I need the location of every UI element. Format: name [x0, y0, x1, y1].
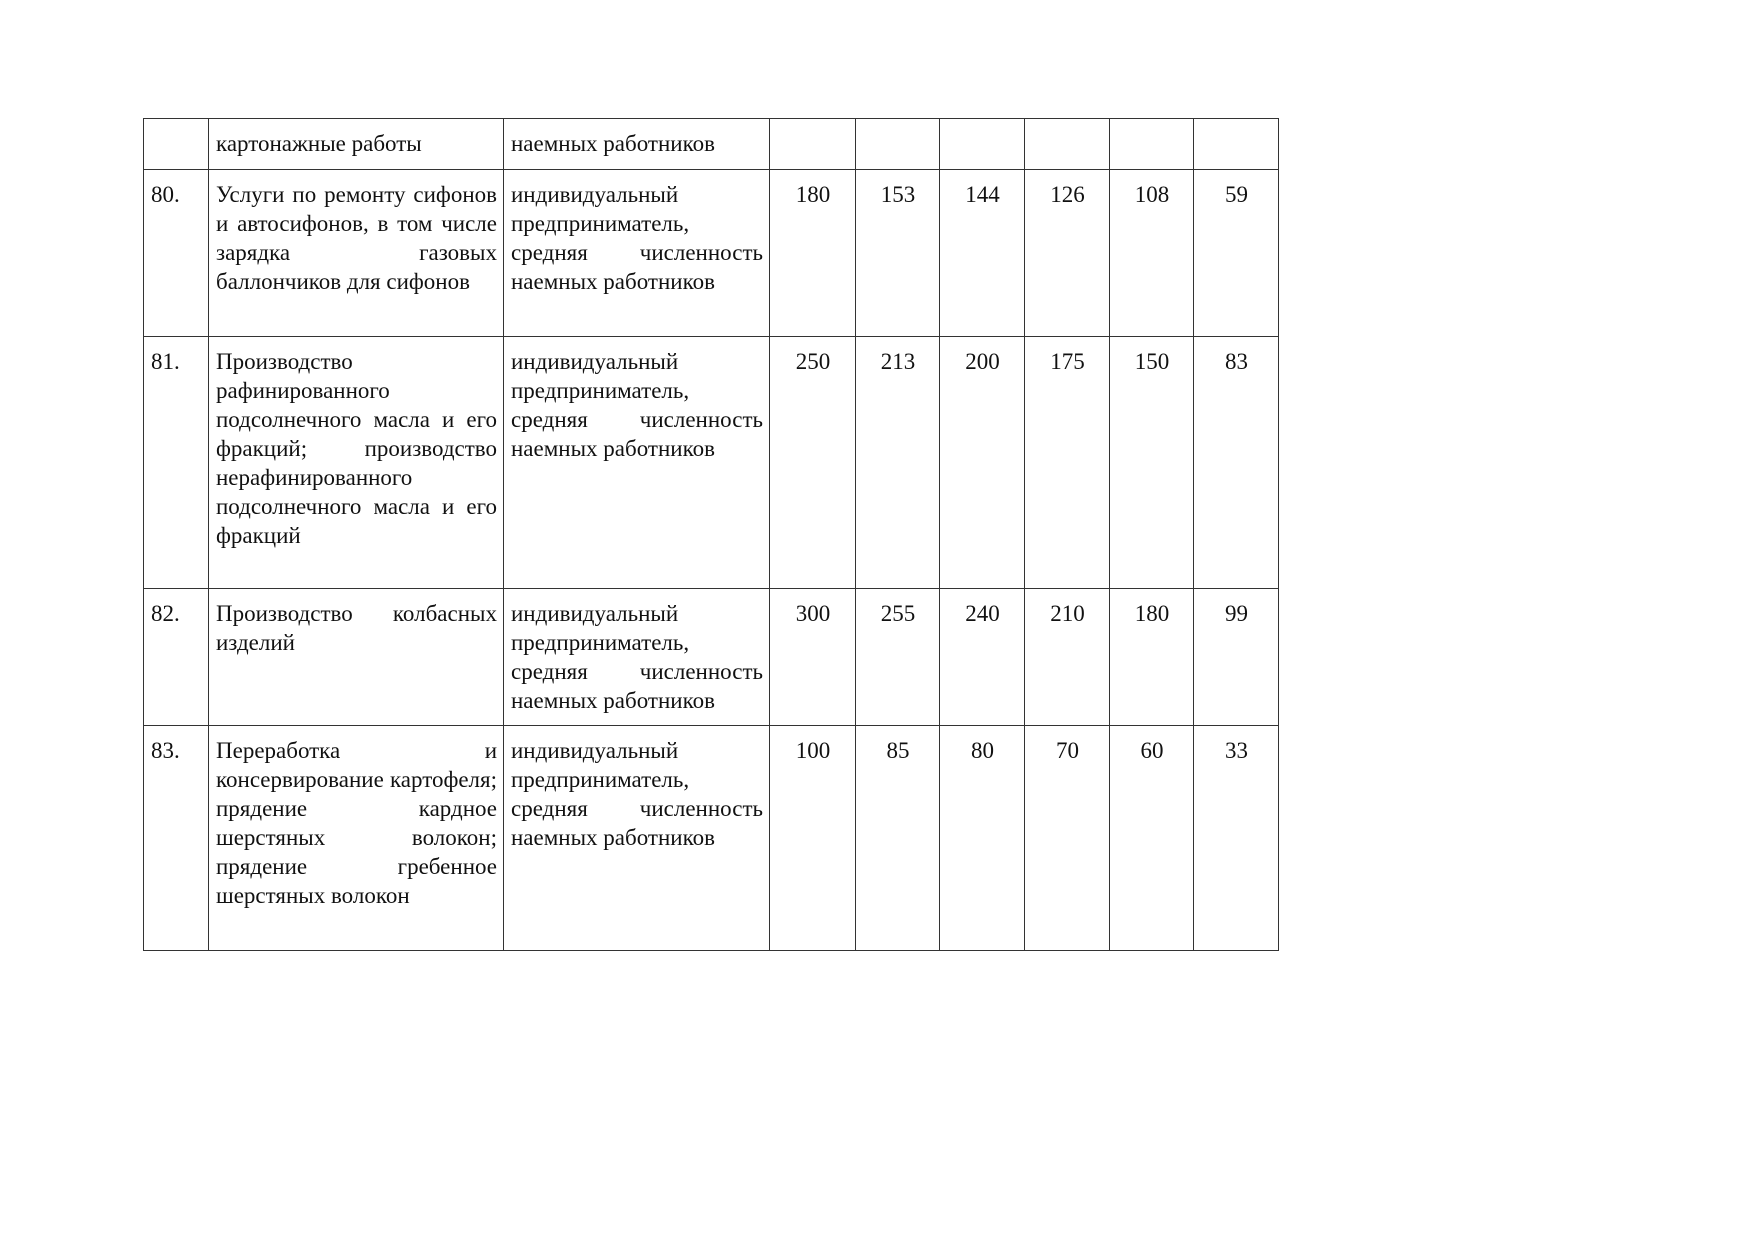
value-cell: 255	[856, 589, 940, 726]
value-cell: 153	[856, 170, 940, 337]
row-number: 82.	[144, 589, 209, 726]
tax-rates-table	[143, 118, 1279, 951]
activity-cell: картонажные работы	[209, 119, 504, 170]
value-cell: 200	[940, 337, 1025, 589]
row-number	[144, 119, 209, 170]
value-cell: 300	[770, 589, 856, 726]
table-row	[144, 337, 1279, 589]
value-cell: 180	[770, 170, 856, 337]
value-cell: 240	[940, 589, 1025, 726]
value-cell	[856, 119, 940, 170]
value-cell: 180	[1110, 589, 1194, 726]
value-cell: 85	[856, 726, 940, 951]
value-cell	[940, 119, 1025, 170]
value-cell: 83	[1194, 337, 1279, 589]
activity-cell: Производство рафинированного подсолнечного масла и его фракций; производство нерафинированного подсолнечного масла и его фракций	[209, 337, 504, 589]
value-cell: 100	[770, 726, 856, 951]
value-cell: 144	[940, 170, 1025, 337]
subject-cell: индивидуальный предприниматель, средняя численность наемных работников	[504, 726, 770, 951]
activity-cell: Переработка и консервирование картофеля; прядение кардное шерстяных волокон; прядение гребенное шерстяных волокон	[209, 726, 504, 951]
subject-cell: индивидуальный предприниматель, средняя численность наемных работников	[504, 337, 770, 589]
value-cell	[1025, 119, 1110, 170]
row-number: 83.	[144, 726, 209, 951]
value-cell: 150	[1110, 337, 1194, 589]
value-cell: 126	[1025, 170, 1110, 337]
subject-cell: индивидуальный предприниматель, средняя численность наемных работников	[504, 589, 770, 726]
subject-cell: индивидуальный предприниматель, средняя численность наемных работников	[504, 170, 770, 337]
value-cell: 213	[856, 337, 940, 589]
value-cell: 175	[1025, 337, 1110, 589]
row-number: 81.	[144, 337, 209, 589]
value-cell: 210	[1025, 589, 1110, 726]
value-cell: 33	[1194, 726, 1279, 951]
value-cell: 99	[1194, 589, 1279, 726]
value-cell: 59	[1194, 170, 1279, 337]
activity-cell: Услуги по ремонту сифонов и автосифонов, в том числе зарядка газовых баллончиков для сифонов	[209, 170, 504, 337]
value-cell: 108	[1110, 170, 1194, 337]
subject-cell: наемных работников	[504, 119, 770, 170]
table-row	[144, 170, 1279, 337]
value-cell	[1110, 119, 1194, 170]
table-row	[144, 726, 1279, 951]
value-cell: 80	[940, 726, 1025, 951]
value-cell: 70	[1025, 726, 1110, 951]
value-cell	[770, 119, 856, 170]
table-row	[144, 119, 1279, 170]
activity-cell: Производство колбасных изделий	[209, 589, 504, 726]
row-number: 80.	[144, 170, 209, 337]
value-cell: 250	[770, 337, 856, 589]
value-cell	[1194, 119, 1279, 170]
table-row	[144, 589, 1279, 726]
value-cell: 60	[1110, 726, 1194, 951]
